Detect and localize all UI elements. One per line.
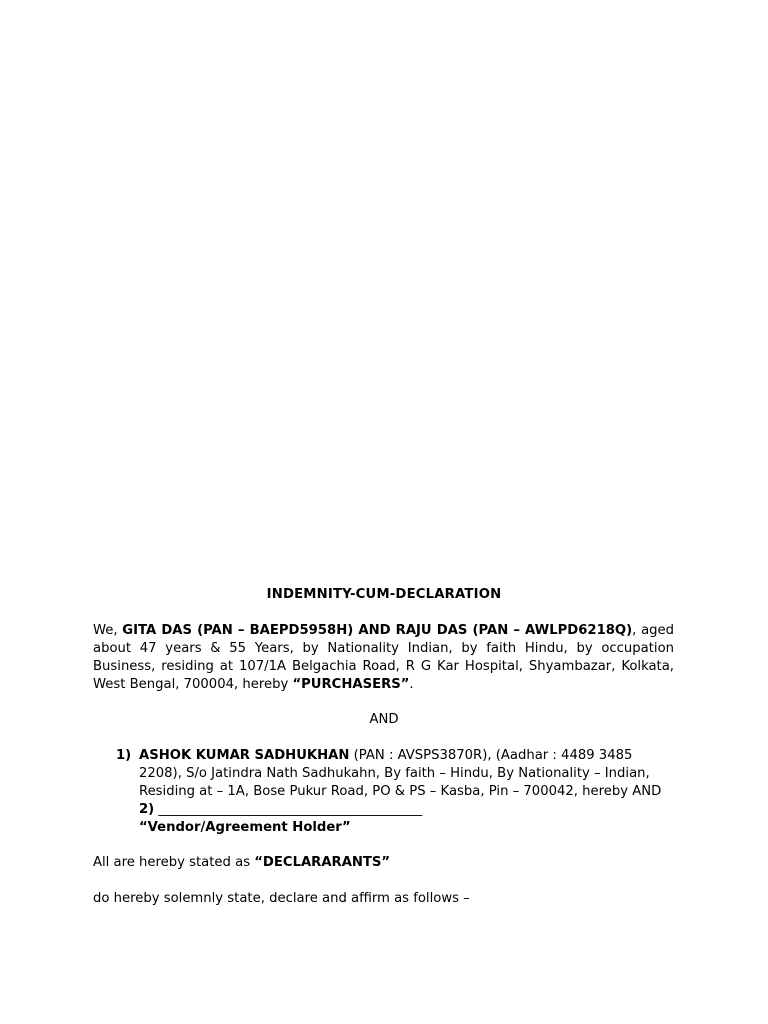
document-title: INDEMNITY-CUM-DECLARATION [266, 587, 502, 602]
and-separator: AND [369, 712, 399, 727]
declarants-label: “DECLARARANTS” [254, 855, 391, 870]
affirm-paragraph: do hereby solemnly state, declare and affirm as follows – [93, 891, 470, 906]
purchaser-details: , aged about 47 years & 55 Years, by Nationality Indian, by faith Hindu, by occupation Business, residing at 107/1A Belgachia Road, R G Kar Hospital, Shyambazar, Kolkata, West Bengal, 700004, hereby [93, 623, 675, 692]
vendor-name: ASHOK KUMAR SADHUKHAN [139, 748, 350, 763]
declarants-paragraph [93, 854, 390, 872]
purchasers-paragraph [93, 622, 674, 694]
intro-end: . [409, 677, 414, 692]
vendor-info: (PAN : AVSPS3870R), (Aadhar : 4489 3485 2208), S/o Jatindra Nath Sadhukahn, By faith – Hindu, By Nationality – Indian, Residing at – 1A, Bose Pukur Road, PO & PS – Kasba, Pin – 700042, hereby AND [139, 748, 662, 799]
declarants-prefix: All are hereby stated as [93, 855, 255, 870]
second-number: 2) [139, 802, 155, 817]
blank-line: ________________________________________ [154, 802, 423, 817]
intro-we: We, [93, 623, 123, 638]
purchaser-parties: GITA DAS (PAN – BAEPD5958H) AND RAJU DAS (PAN – AWLPD6218Q) [122, 623, 633, 638]
vendor-role: “Vendor/Agreement Holder” [139, 820, 351, 835]
vendor-list-item [116, 747, 676, 837]
vendor-details [139, 747, 676, 837]
list-number: 1) [116, 748, 132, 763]
purchasers-role: “PURCHASERS” [292, 677, 410, 692]
